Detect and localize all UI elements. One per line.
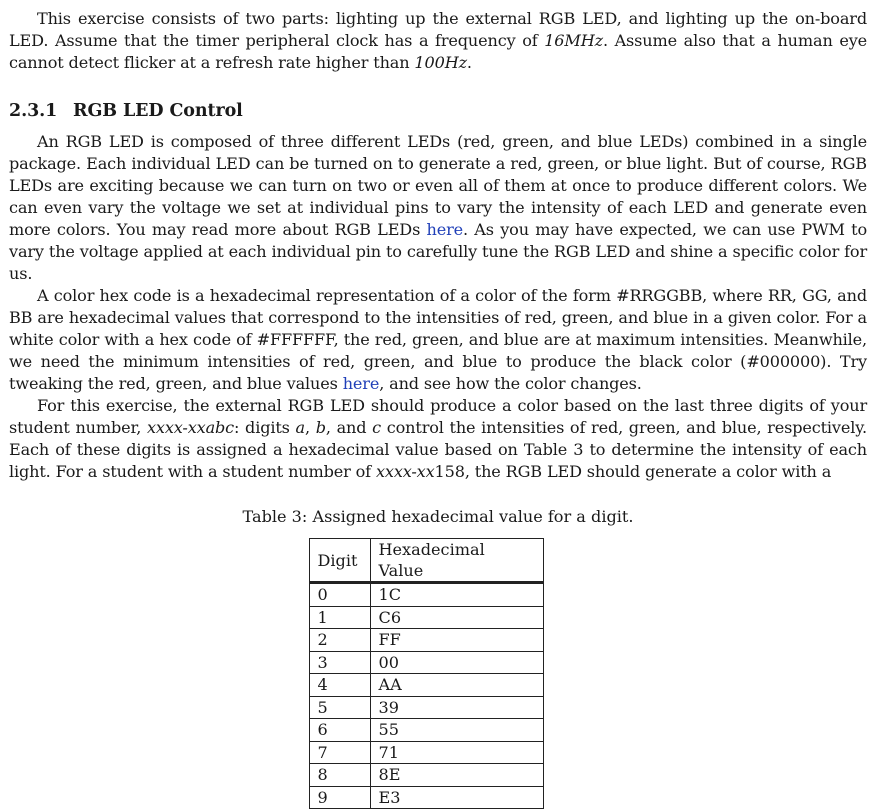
example-student-number-digits: 158 <box>435 462 465 481</box>
para3-text-1: For this exercise, the external RGB LED should produce a color based on the last three digits of your student number, <box>9 396 867 437</box>
digit-cell: 2 <box>309 628 370 651</box>
para1-text-2: . As you may have expected, we can use PWM to vary the voltage applied at each individual pin to carefully tune the RGB LED and shine a specific color for us. <box>9 220 867 283</box>
digit-column-header: Digit <box>309 538 370 582</box>
table-row <box>309 628 544 651</box>
digit-cell: 3 <box>309 651 370 674</box>
para1-text-1: An RGB LED is composed of three different LEDs (red, green, and blue LEDs) combined in a single package. Each individual LED can be turned on to generate a red, green, or blue light. But of course, RGB LEDs are exciting because we can turn on two or even all of them at once to produce different colors. We can even vary the voltage we set at individual pins to vary the intensity of each LED and generate even more colors. You may read more about RGB LEDs <box>9 132 867 239</box>
intro-text-3: . <box>467 53 472 72</box>
hex-code-paragraph <box>9 285 867 395</box>
section-number: 2.3.1 <box>9 99 73 123</box>
table-row <box>309 763 544 786</box>
para3-text-6: , the RGB LED should generate a color with a <box>465 462 831 481</box>
digit-c: c <box>372 418 381 437</box>
digit-cell: 7 <box>309 741 370 764</box>
hex-column-header: Hexadecimal Value <box>370 538 544 582</box>
student-number-pattern: xxxx-xxabc <box>147 418 234 437</box>
table-row <box>309 786 544 809</box>
clock-frequency: 16MHz <box>544 31 603 50</box>
digit-cell: 4 <box>309 673 370 696</box>
hex-cell: 55 <box>370 718 544 741</box>
hex-cell: FF <box>370 628 544 651</box>
digit-cell: 1 <box>309 606 370 629</box>
table-row <box>309 741 544 764</box>
document-page <box>9 8 867 809</box>
table-row <box>309 696 544 719</box>
para2-text-2: , and see how the color changes. <box>379 374 642 393</box>
intro-text-2: . Assume also that a human eye cannot detect flicker at a refresh rate higher than <box>9 31 867 72</box>
digit-a: a <box>296 418 305 437</box>
table-row <box>309 651 544 674</box>
para2-text-1: A color hex code is a hexadecimal representation of a color of the form #RRGGBB, where RR, GG, and BB are hexadecimal values that correspond to the intensities of red, green, and blue in a given color. For a white color with a hex code of #FFFFFF, the red, green, and blue are at maximum intensities. Meanwhile, we need the minimum intensities of red, green, and blue to produce the black color (#000000). Try tweaking the red, green, and blue values <box>9 286 867 393</box>
hex-cell: E3 <box>370 786 544 809</box>
rgb-leds-link[interactable]: here <box>427 220 464 239</box>
table-row <box>309 606 544 629</box>
table-caption: Table 3: Assigned hexadecimal value for a digit. <box>9 506 867 528</box>
color-picker-link[interactable]: here <box>343 374 380 393</box>
para3-text-2: : digits <box>234 418 296 437</box>
rgb-led-paragraph <box>9 131 867 285</box>
hex-cell: 00 <box>370 651 544 674</box>
para3-text-3: , <box>305 418 316 437</box>
exercise-paragraph <box>9 395 867 483</box>
hex-cell: C6 <box>370 606 544 629</box>
table-header-row <box>309 538 544 582</box>
hex-cell: AA <box>370 673 544 696</box>
para3-text-5: control the intensities of red, green, and blue, respectively. Each of these digits is assigned a hexadecimal value based on Table 3 to determine the intensity of each light. For a student with a student number of <box>9 418 867 481</box>
digit-cell: 9 <box>309 786 370 809</box>
table-row <box>309 718 544 741</box>
hex-cell: 71 <box>370 741 544 764</box>
intro-text-1: This exercise consists of two parts: lighting up the external RGB LED, and lighting up the on-board LED. Assume that the timer peripheral clock has a frequency of <box>9 9 867 50</box>
digit-cell: 8 <box>309 763 370 786</box>
section-title: RGB LED Control <box>73 101 243 121</box>
table-row <box>309 673 544 696</box>
digit-cell: 6 <box>309 718 370 741</box>
hex-cell: 1C <box>370 582 544 606</box>
digit-b: b <box>316 418 326 437</box>
section-heading <box>9 99 867 123</box>
hex-cell: 8E <box>370 763 544 786</box>
example-student-number-prefix: xxxx-xx <box>376 462 435 481</box>
digit-cell: 0 <box>309 582 370 606</box>
para3-text-4: , and <box>326 418 372 437</box>
hex-cell: 39 <box>370 696 544 719</box>
refresh-rate: 100Hz <box>414 53 466 72</box>
intro-paragraph <box>9 8 867 74</box>
digit-cell: 5 <box>309 696 370 719</box>
hex-value-table <box>309 538 544 809</box>
table-row <box>309 582 544 606</box>
